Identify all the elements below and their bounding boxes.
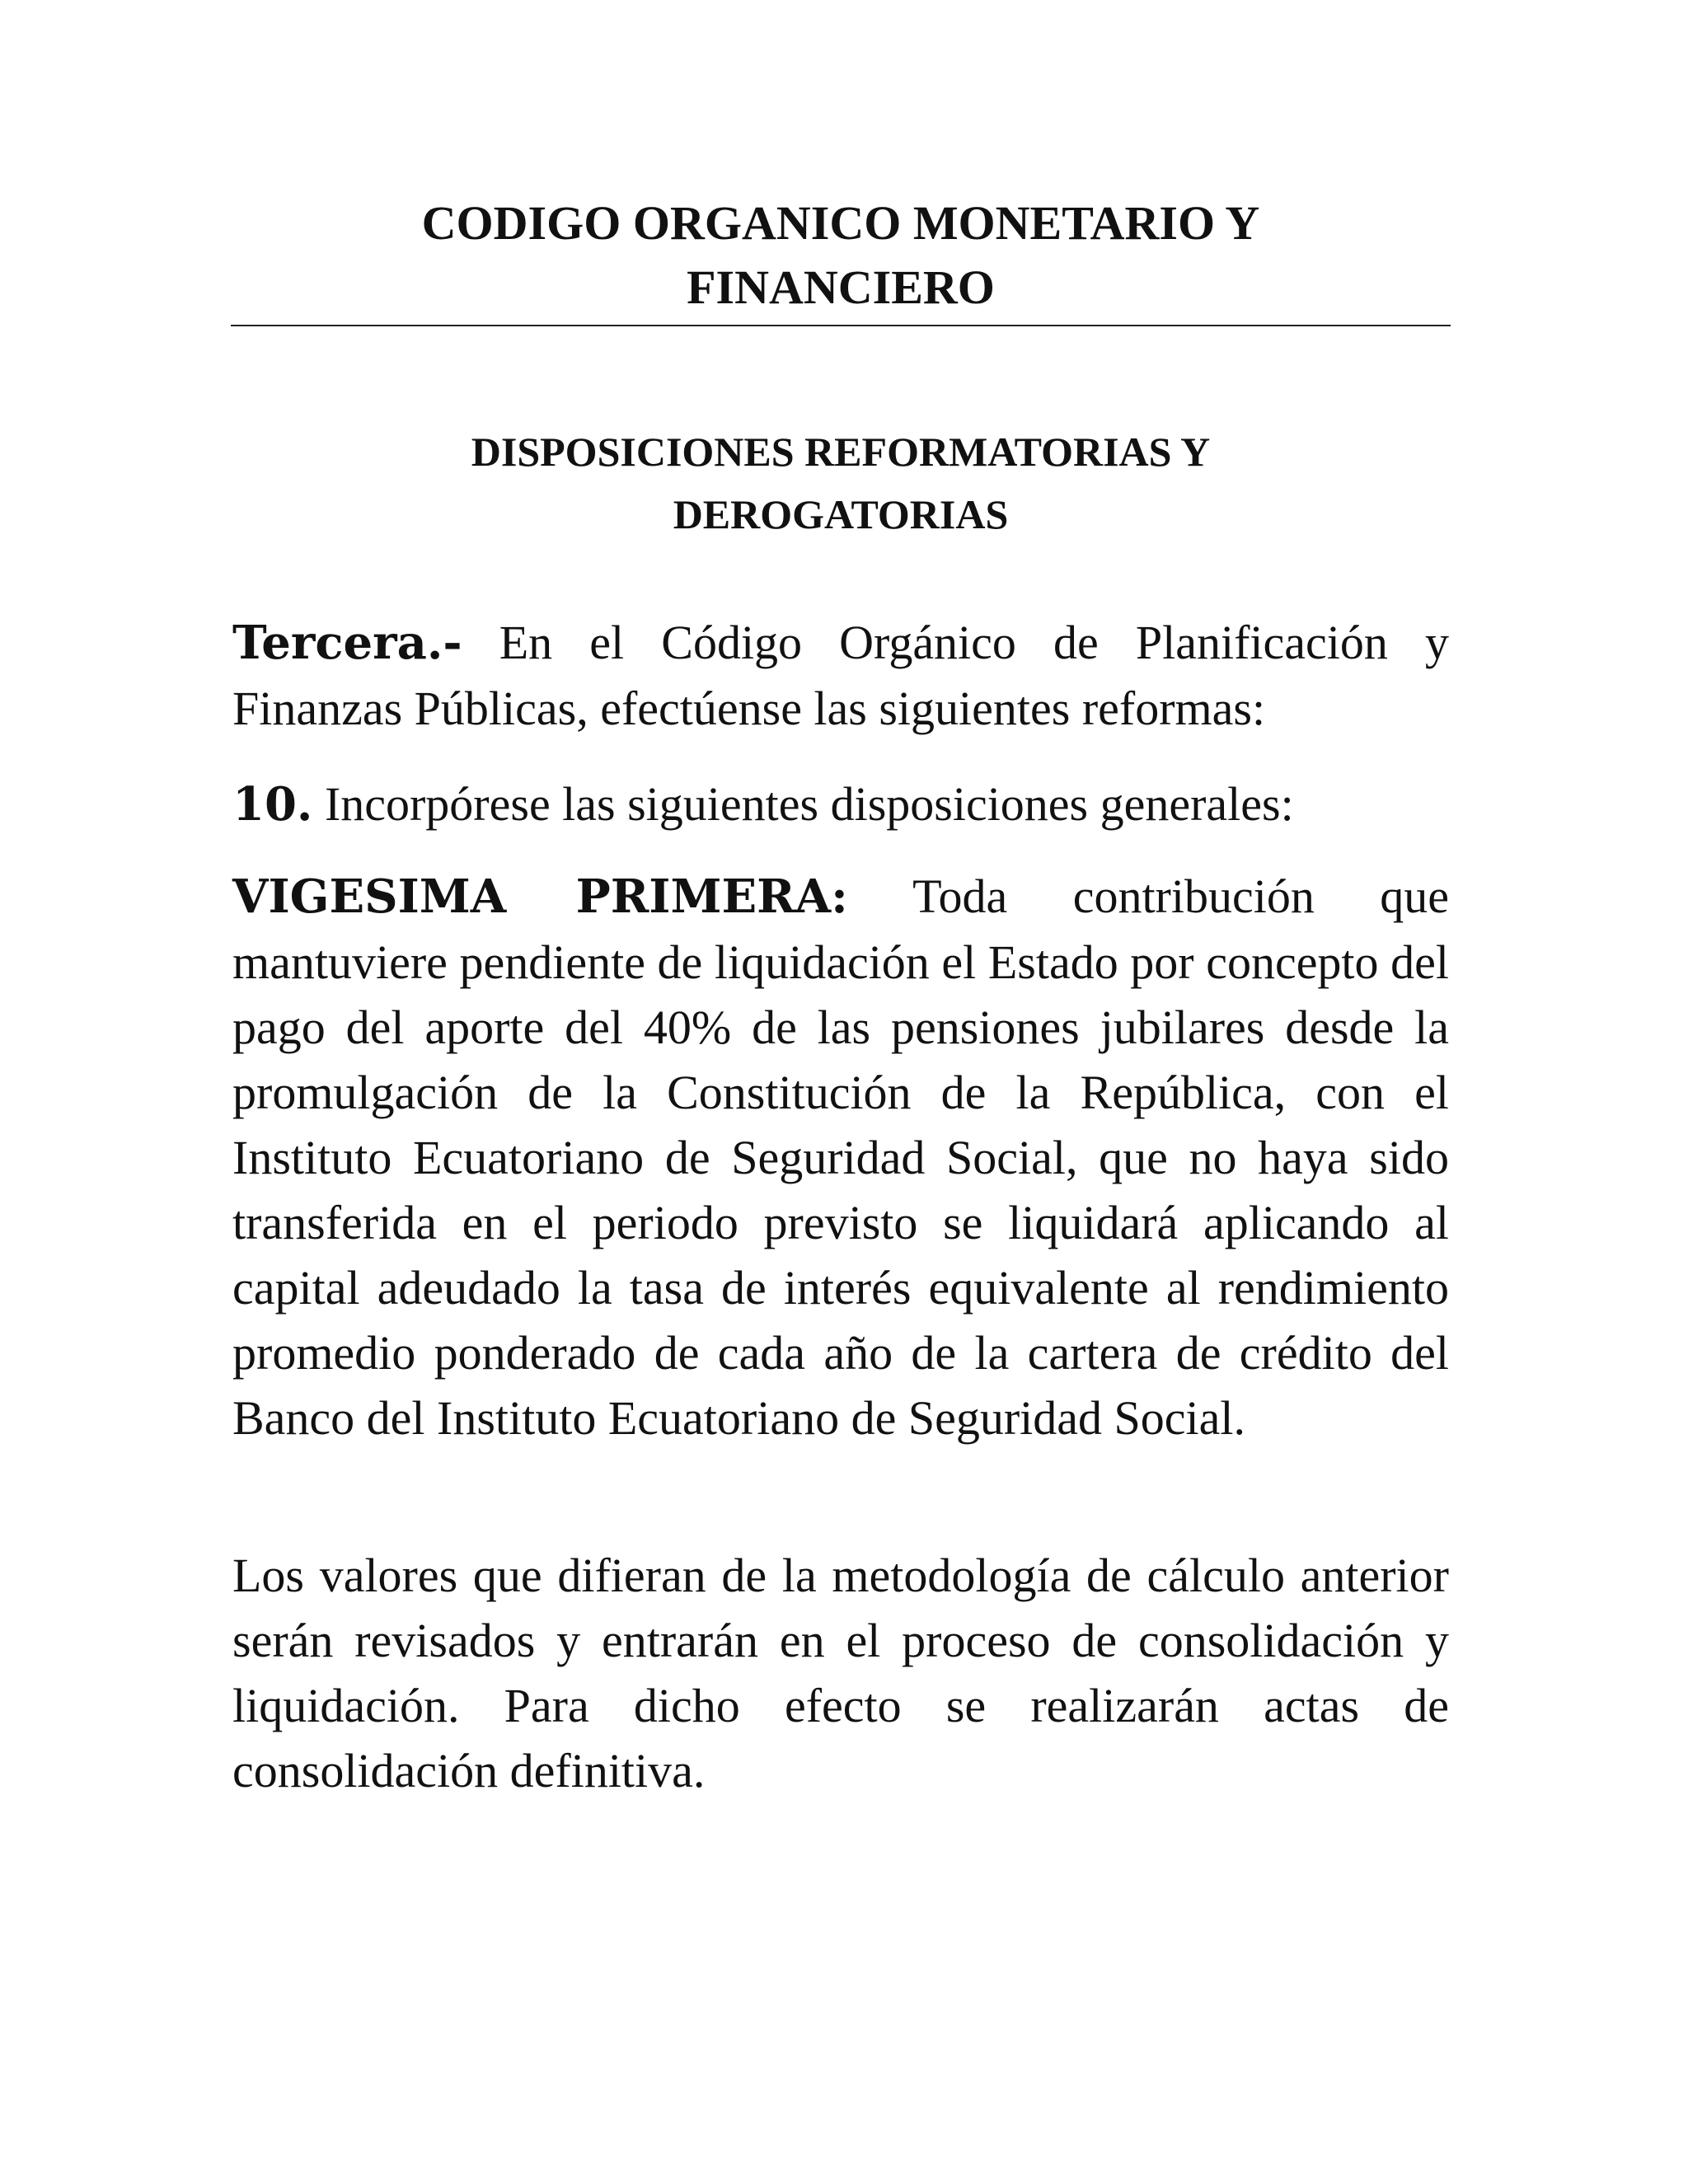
paragraph-text: Toda contribución que mantuviere pendiente de liquidación el Estado por concepto del pago del aporte del 40% de las pensiones jubilares desde la promulgación de la Constitución de la República, con el Instituto Ecuatoriano de Seguridad Social, que no haya sido transferida en el periodo previsto se liquidará aplicando al capital adeudado la tasa de interés equivalente al rendimiento promedio ponderado de cada año de la cartera de crédito del Banco del Instituto Ecuatoriano de Seguridad Social. xyxy=(232,869,1449,1445)
document-title: CODIGO ORGANICO MONETARIO Y FINANCIERO xyxy=(421,196,1260,314)
paragraph-valores xyxy=(232,1543,1449,1803)
paragraph-lead: VIGESIMA PRIMERA: xyxy=(232,869,848,924)
section-title: DISPOSICIONES REFORMATORIAS Y DEROGATORIAS xyxy=(471,429,1211,537)
paragraph-diez xyxy=(232,771,1449,837)
paragraph-lead: 10. xyxy=(232,777,313,832)
paragraph-text: En el Código Orgánico de Planificación y Finanzas Públicas, efectúense las siguientes reformas: xyxy=(232,616,1449,735)
paragraph-tercera xyxy=(232,610,1449,741)
paragraph-vigesima-primera xyxy=(232,864,1449,1451)
paragraph-lead: Tercera.- xyxy=(232,616,462,670)
title-divider xyxy=(231,325,1451,326)
paragraph-text: Incorpórese las siguientes disposiciones generales: xyxy=(312,777,1294,831)
paragraph-text: Los valores que difieran de la metodología de cálculo anterior serán revisados y entrarán en el proceso de consolidación y liquidación. Para dicho efecto se realizarán actas de consolidación definitiva. xyxy=(232,1549,1449,1797)
